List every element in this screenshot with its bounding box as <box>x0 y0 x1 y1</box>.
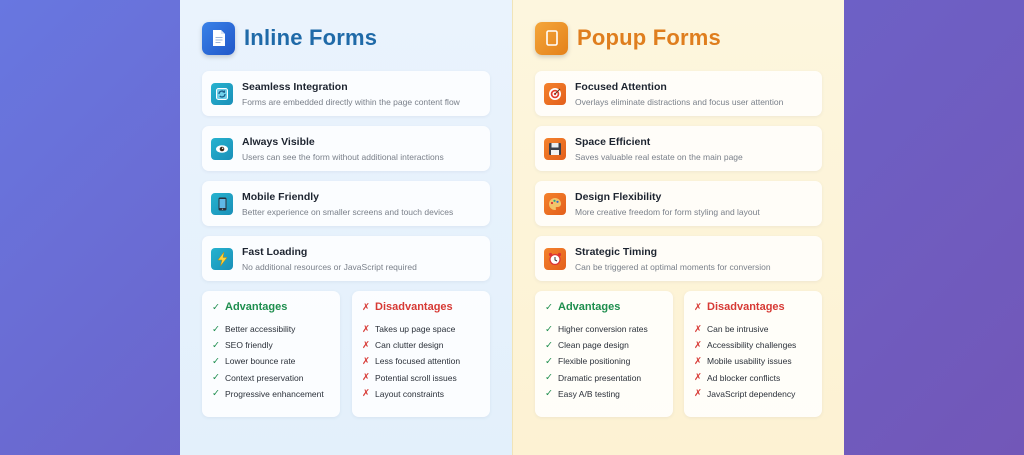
inline-pros-cons <box>202 291 490 417</box>
feature-title: Always Visible <box>242 135 315 148</box>
feature-title: Strategic Timing <box>575 245 658 258</box>
list-item: ✗ Ad blocker conflicts <box>694 372 781 384</box>
feature-title: Mobile Friendly <box>242 190 320 203</box>
popup-forms-title: Popup Forms <box>577 25 721 50</box>
list-item: ✓ Progressive enhancement <box>212 388 324 400</box>
alarm-clock-icon <box>544 248 566 270</box>
feature-focused-attention <box>535 71 822 116</box>
list-item: ✓ Better accessibility <box>212 323 296 335</box>
feature-title: Design Flexibility <box>575 190 662 203</box>
cross-icon: ✗ <box>362 323 370 335</box>
list-item: ✗ Layout constraints <box>362 388 444 400</box>
list-item: ✓ Dramatic presentation <box>545 372 642 384</box>
check-icon: ✓ <box>212 323 220 335</box>
list-item: ✗ Takes up page space <box>362 323 456 335</box>
feature-description: Overlays eliminate distractions and focus user attention <box>575 96 784 107</box>
advantages-heading: ✓ Advantages <box>545 301 621 313</box>
disadvantages-heading: ✗ Disadvantages <box>362 301 453 313</box>
list-item: ✓ Flexible positioning <box>545 355 631 367</box>
list-item: ✓ Context preservation <box>212 372 304 384</box>
check-icon: ✓ <box>545 339 553 351</box>
eye-icon <box>211 138 233 160</box>
inline-disadvantages-box <box>352 291 490 417</box>
feature-description: No additional resources or JavaScript required <box>242 261 417 272</box>
cross-icon: ✗ <box>694 302 702 313</box>
feature-title: Space Efficient <box>575 135 651 148</box>
inline-advantages-box <box>202 291 340 417</box>
cross-icon: ✗ <box>694 388 702 400</box>
floppy-disk-icon <box>544 138 566 160</box>
check-icon: ✓ <box>545 323 553 335</box>
cross-icon: ✗ <box>362 388 370 400</box>
cross-icon: ✗ <box>362 372 370 384</box>
feature-title: Fast Loading <box>242 245 308 258</box>
feature-description: Forms are embedded directly within the page content flow <box>242 96 460 107</box>
check-icon: ✓ <box>212 339 220 351</box>
list-item: ✗ Accessibility challenges <box>694 339 797 351</box>
check-icon: ✓ <box>545 388 553 400</box>
inline-forms-title: Inline Forms <box>244 25 378 50</box>
palette-icon <box>544 193 566 215</box>
cross-icon: ✗ <box>362 339 370 351</box>
list-item: ✓ Clean page design <box>545 339 629 351</box>
check-icon: ✓ <box>545 302 553 313</box>
disadvantages-heading: ✗ Disadvantages <box>694 301 785 313</box>
mobile-icon <box>211 193 233 215</box>
check-icon: ✓ <box>545 355 553 367</box>
check-icon: ✓ <box>212 372 220 384</box>
list-item: ✓ Higher conversion rates <box>545 323 648 335</box>
check-icon: ✓ <box>545 372 553 384</box>
popup-forms-panel <box>512 0 844 455</box>
check-icon: ✓ <box>212 388 220 400</box>
inline-forms-panel <box>180 0 512 455</box>
cross-icon: ✗ <box>694 323 702 335</box>
list-item: ✗ Mobile usability issues <box>694 355 792 367</box>
feature-fast-loading <box>202 236 490 281</box>
cross-icon: ✗ <box>362 355 370 367</box>
cross-icon: ✗ <box>694 355 702 367</box>
popup-advantages-box <box>535 291 673 417</box>
cross-icon: ✗ <box>694 372 702 384</box>
target-icon <box>544 83 566 105</box>
list-item: ✗ Can clutter design <box>362 339 444 351</box>
feature-description: Users can see the form without additional interactions <box>242 151 444 162</box>
feature-space-efficient <box>535 126 822 171</box>
feature-always-visible <box>202 126 490 171</box>
list-item: ✗ JavaScript dependency <box>694 388 796 400</box>
lightning-icon <box>211 248 233 270</box>
list-item: ✓ Easy A/B testing <box>545 388 620 400</box>
list-item: ✗ Potential scroll issues <box>362 372 457 384</box>
inline-forms-header <box>202 20 490 56</box>
feature-seamless-integration <box>202 71 490 116</box>
feature-title: Seamless Integration <box>242 80 348 93</box>
list-item: ✓ SEO friendly <box>212 339 273 351</box>
feature-description: More creative freedom for form styling and layout <box>575 206 760 217</box>
feature-design-flexibility <box>535 181 822 226</box>
advantages-heading: ✓ Advantages <box>212 301 288 313</box>
cross-icon: ✗ <box>694 339 702 351</box>
popup-window-icon <box>535 22 568 55</box>
document-icon <box>202 22 235 55</box>
cross-icon: ✗ <box>362 302 370 313</box>
feature-description: Better experience on smaller screens and touch devices <box>242 206 454 217</box>
check-icon: ✓ <box>212 355 220 367</box>
list-item: ✗ Less focused attention <box>362 355 461 367</box>
popup-disadvantages-box <box>684 291 822 417</box>
popup-pros-cons <box>535 291 822 417</box>
popup-forms-header <box>535 20 822 56</box>
feature-description: Can be triggered at optimal moments for conversion <box>575 261 771 272</box>
feature-mobile-friendly <box>202 181 490 226</box>
list-item: ✓ Lower bounce rate <box>212 355 296 367</box>
list-item: ✗ Can be intrusive <box>694 323 769 335</box>
check-icon: ✓ <box>212 302 220 313</box>
feature-description: Saves valuable real estate on the main page <box>575 151 743 162</box>
refresh-icon <box>211 83 233 105</box>
feature-strategic-timing <box>535 236 822 281</box>
feature-title: Focused Attention <box>575 80 667 93</box>
